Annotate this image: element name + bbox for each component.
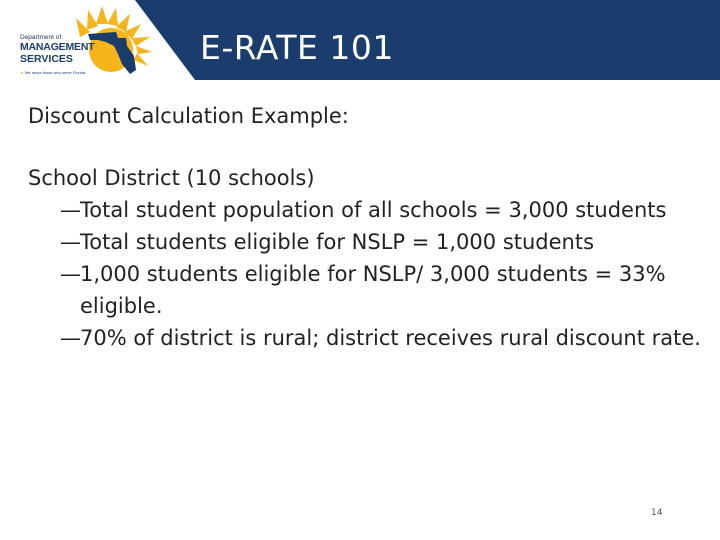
em-dash-bullet: — [60,198,81,222]
logo-line-management: MANAGEMENT [20,41,95,53]
logo-line-services: SERVICES [20,53,73,65]
main-bullet: School District (10 schools) [28,166,315,190]
sub-bullet-text: Total students eligible for NSLP = 1,000 students [80,230,595,254]
dms-logo [10,4,160,78]
em-dash-bullet: — [60,262,81,286]
slide-subtitle: Discount Calculation Example: [28,104,349,128]
em-dash-bullet: — [60,230,81,254]
sub-bullet-item [28,322,718,354]
sub-bullet-text: 70% of district is rural; district receives rural discount rate. [80,326,701,350]
sub-bullet-item [28,194,718,226]
page-number: 14 [651,508,663,518]
logo-tagline [20,70,150,75]
tagline-text: We serve those who serve Florida [24,70,86,75]
sub-bullet-item [28,258,718,322]
sub-bullet-text: Total student population of all schools = 3,000 students [80,198,667,222]
slide-content [28,162,718,354]
sub-bullet-text: 1,000 students eligible for NSLP/ 3,000 students = 33% eligible. [80,262,666,318]
logo-line-department: Department of [20,34,62,41]
em-dash-bullet: — [60,326,81,350]
slide-title: E-RATE 101 [200,28,394,67]
sub-bullet-item [28,226,718,258]
header [0,0,720,80]
tagline-star-icon: ★ [20,70,24,75]
